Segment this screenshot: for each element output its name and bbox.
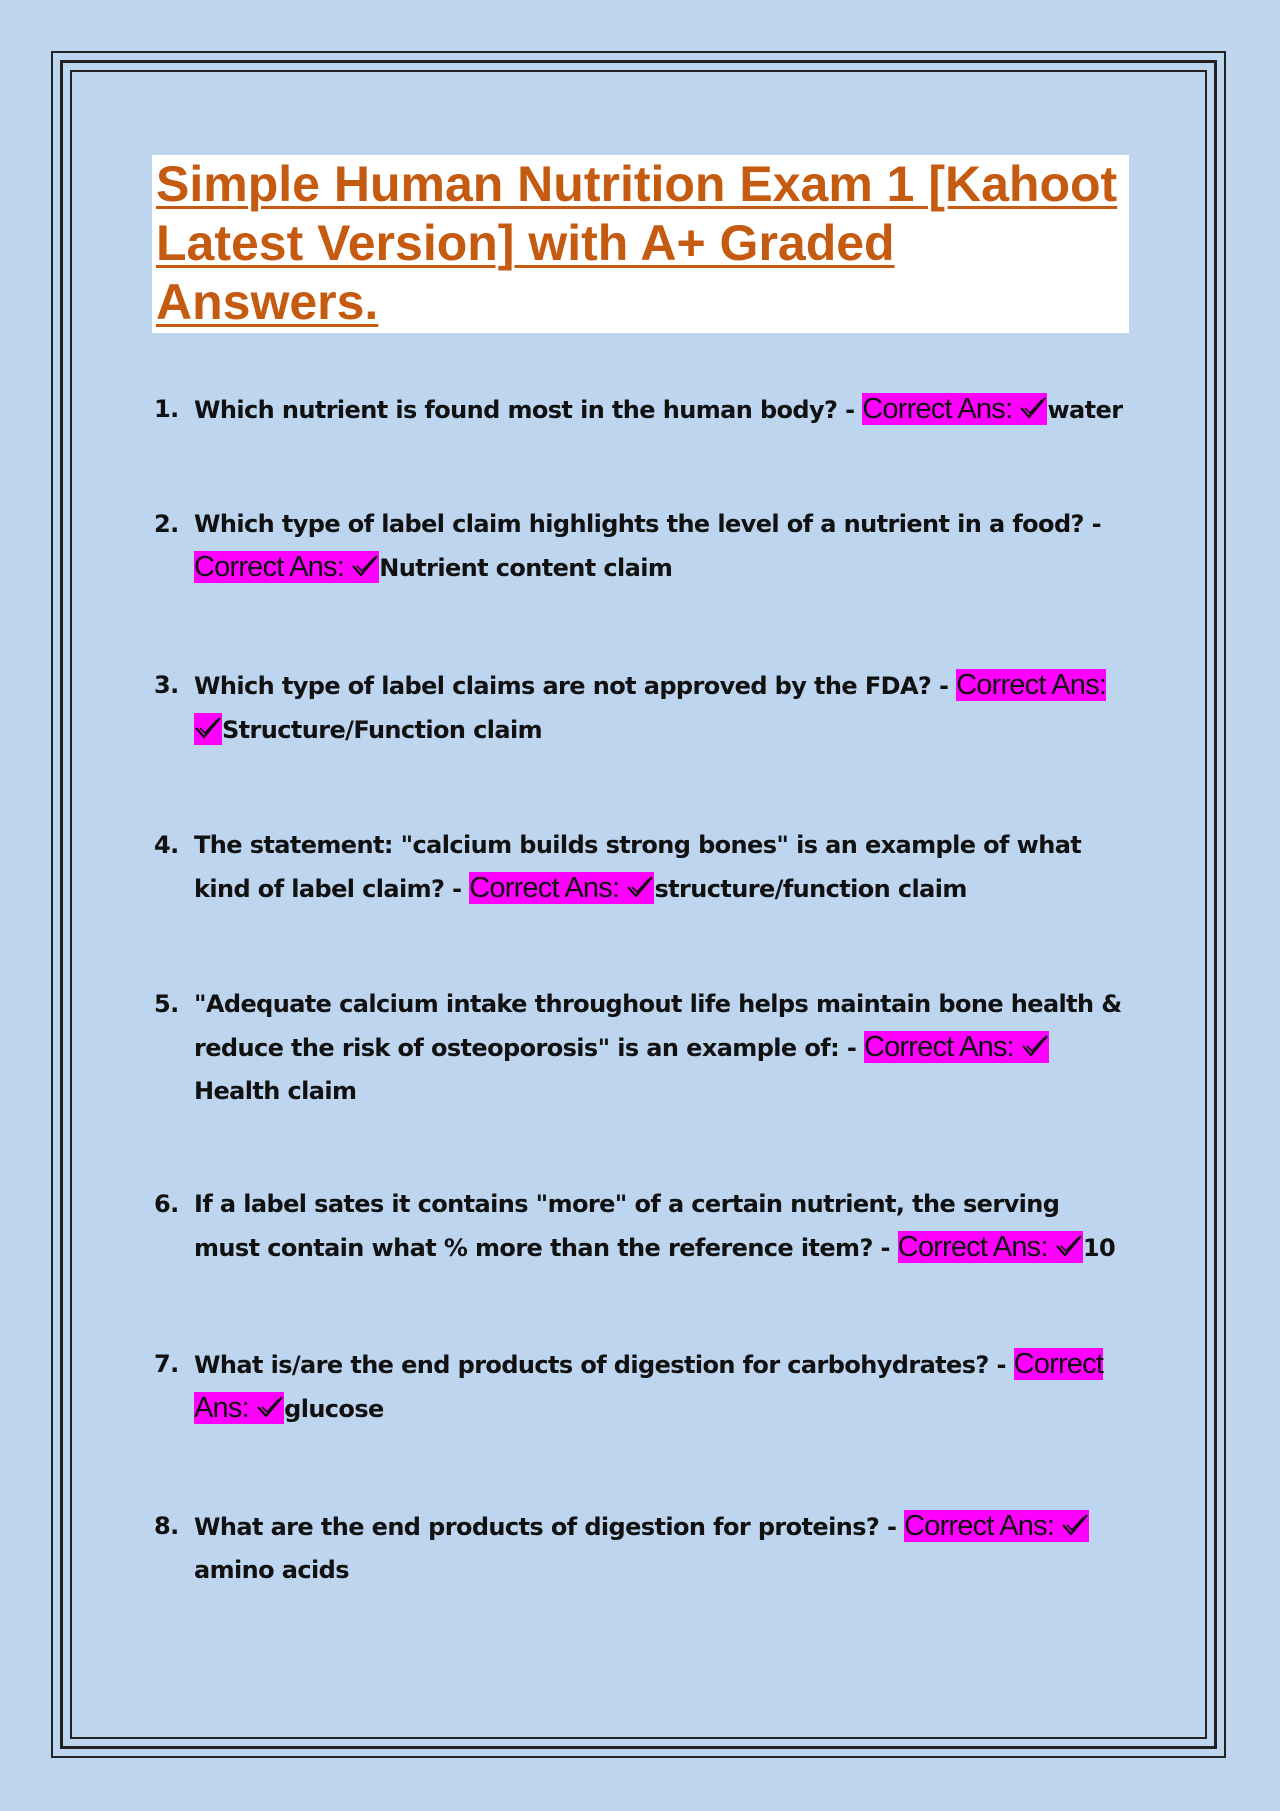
correct-answer-label: Correct Ans:: [862, 393, 1047, 425]
answer-text: Structure/Function claim: [222, 716, 543, 744]
question-number: 1.: [154, 395, 179, 423]
question-item-3: [152, 664, 1132, 752]
check-mark-icon: [1061, 1512, 1089, 1538]
check-mark-icon: [1021, 1033, 1049, 1059]
answer-text: Health claim: [194, 1077, 357, 1105]
answer-text: structure/function claim: [654, 875, 967, 903]
question-text: The statement: "calcium builds strong bones" is an example of what kind of label claim? -: [194, 831, 1082, 903]
answer-text: 10: [1082, 1234, 1116, 1262]
title-box: [152, 155, 1129, 333]
question-item-6: [152, 1183, 1132, 1270]
check-mark-icon: [1055, 1233, 1083, 1259]
question-item-8: [152, 1505, 1132, 1592]
correct-answer-label: Correct Ans:: [469, 872, 654, 904]
check-mark-icon: [351, 553, 379, 579]
question-list: [152, 388, 1132, 1592]
question-item-5: [152, 983, 1132, 1113]
question-text: What is/are the end products of digestion for carbohydrates? -: [194, 1351, 1006, 1379]
check-mark-icon: [1019, 395, 1047, 421]
question-text: Which type of label claims are not approved by the FDA? -: [194, 672, 949, 700]
question-number: 8.: [154, 1512, 179, 1540]
check-mark-icon: [626, 874, 654, 900]
correct-answer-label: Correct Ans:: [194, 669, 1106, 745]
answer-text: Nutrient content claim: [379, 554, 673, 582]
question-number: 3.: [154, 671, 179, 699]
check-mark-icon: [256, 1394, 284, 1420]
question-number: 6.: [154, 1190, 179, 1218]
answer-text: water: [1047, 396, 1123, 424]
correct-answer-label: Correct Ans:: [898, 1231, 1083, 1263]
question-text: Which nutrient is found most in the human body? -: [194, 396, 855, 424]
question-item-4: [152, 824, 1132, 911]
correct-answer-label: Correct Ans:: [194, 1348, 1104, 1424]
document-title: Simple Human Nutrition Exam 1 [Kahoot Latest Version] with A+ Graded Answers.: [156, 156, 1118, 330]
correct-answer-label: Correct Ans:: [904, 1510, 1089, 1542]
question-text: "Adequate calcium intake throughout life helps maintain bone health & reduce the risk of osteoporosis" is an example of: -: [194, 990, 1122, 1062]
check-mark-icon: [194, 715, 222, 741]
question-text: Which type of label claim highlights the level of a nutrient in a food? -: [194, 510, 1101, 538]
question-item-7: [152, 1343, 1132, 1431]
question-text: If a label sates it contains "more" of a certain nutrient, the serving must contain what % more than the reference item? -: [194, 1190, 1060, 1262]
question-number: 5.: [154, 990, 179, 1018]
correct-answer-label: Correct Ans:: [864, 1031, 1049, 1063]
question-item-1: [152, 388, 1132, 432]
answer-text: glucose: [284, 1395, 384, 1423]
answer-text: amino acids: [194, 1556, 349, 1584]
question-text: What are the end products of digestion for proteins? -: [194, 1513, 897, 1541]
question-number: 4.: [154, 831, 179, 859]
question-item-2: [152, 503, 1132, 590]
question-number: 2.: [154, 510, 179, 538]
correct-answer-label: Correct Ans:: [194, 551, 379, 583]
question-number: 7.: [154, 1350, 179, 1378]
